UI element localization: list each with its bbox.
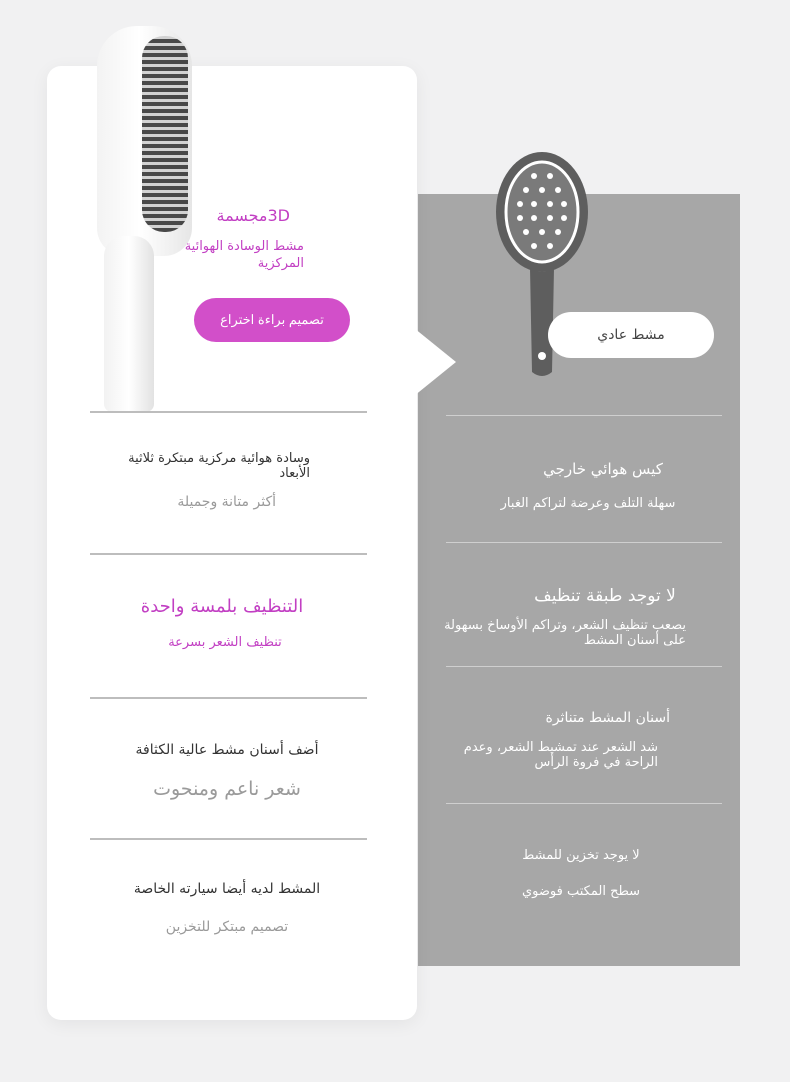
feature-title: كيس هوائي خارجي [543, 460, 663, 478]
product-title: 3Dمجسمة [216, 206, 290, 225]
divider [446, 666, 722, 667]
feature-subtitle: سطح المكتب فوضوي [521, 884, 641, 899]
feature-title: لا يوجد تخزين للمشط [522, 848, 640, 863]
feature-subtitle: تصميم مبتكر للتخزين [165, 919, 289, 935]
patent-design-button[interactable]: تصميم براءة اختراع [194, 298, 350, 342]
product-description: مشط الوسادة الهوائية المركزية [184, 239, 304, 271]
feature-title: أضف أسنان مشط عالية الكثافة [135, 742, 319, 758]
feature-title: المشط لديه أيضا سيارته الخاصة [133, 881, 321, 897]
divider [90, 553, 367, 555]
feature-subtitle: تنظيف الشعر بسرعة [168, 635, 282, 650]
divider [90, 697, 367, 699]
feature-title: أسنان المشط متناثرة [545, 710, 670, 726]
divider [90, 838, 367, 840]
product-brush-handle-image [104, 236, 154, 412]
feature-subtitle: شد الشعر عند تمشيط الشعر، وعدم الراحة في فروة الرأس [463, 740, 658, 770]
feature-title: وسادة هوائية مركزية مبتكرة ثلاثية الأبعاد [128, 451, 310, 481]
regular-brush-label: مشط عادي [548, 312, 714, 358]
feature-title: لا توجد طبقة تنظيف [534, 586, 676, 606]
feature-subtitle: أكثر متانة وجميلة [177, 494, 276, 510]
feature-subtitle: سهلة التلف وعرضة لتراكم الغبار [500, 496, 676, 511]
divider [90, 411, 367, 413]
divider [446, 542, 722, 543]
comparison-arrow [414, 328, 456, 396]
product-brush-bristles-image [142, 36, 188, 232]
feature-subtitle: شعر ناعم ومنحوت [153, 778, 301, 800]
feature-title: التنظيف بلمسة واحدة [140, 596, 304, 617]
feature-subtitle: يصعب تنظيف الشعر، وتراكم الأوساخ بسهولة على أسنان المشط [444, 618, 686, 648]
divider [446, 803, 722, 804]
divider [446, 415, 722, 416]
